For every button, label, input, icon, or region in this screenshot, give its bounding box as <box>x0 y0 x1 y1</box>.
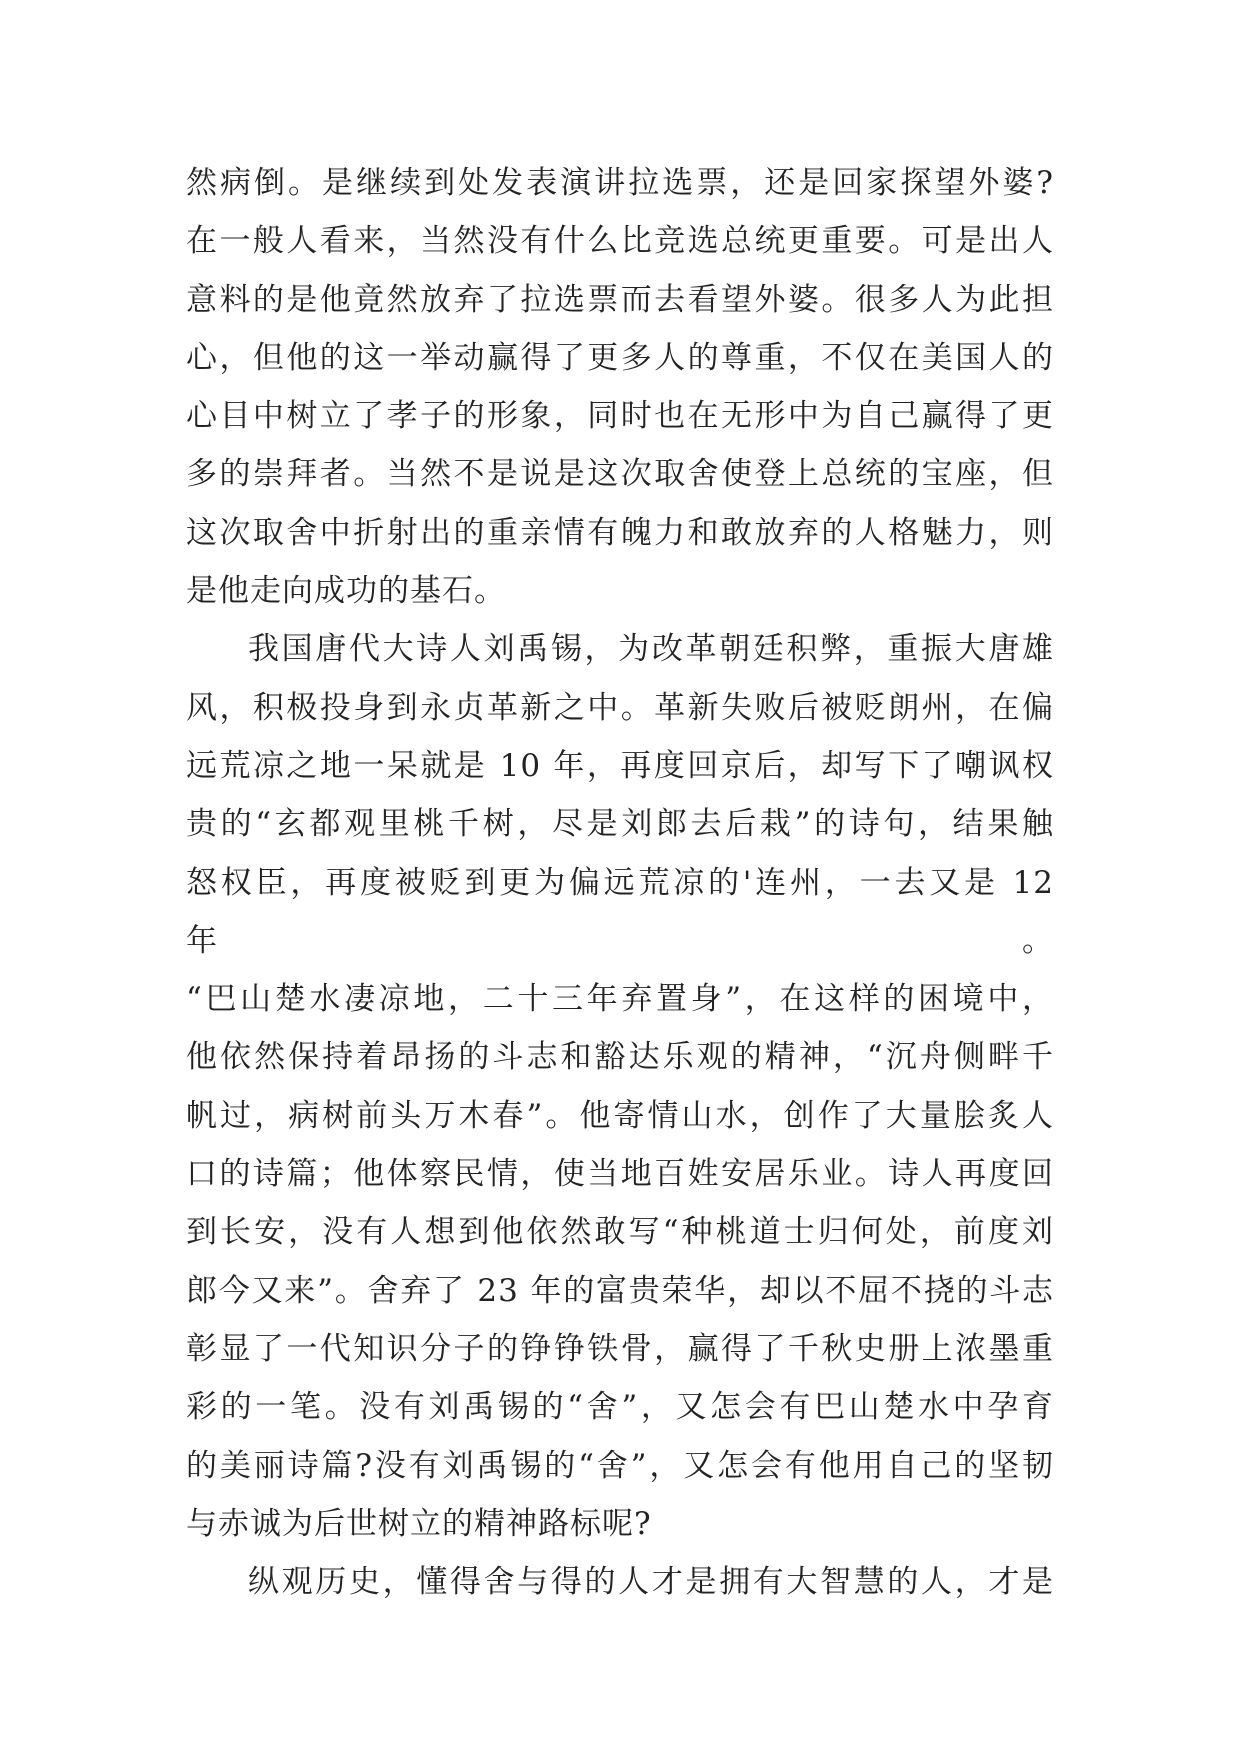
text-line: 怒权臣，再度被贬到更为偏远荒凉的'连州，一去又是 12 年。 <box>186 864 1054 959</box>
text-line: 帆过，病树前头万木春”。他寄情山水，创作了大量脍炙人 <box>186 1097 1054 1134</box>
text-line: “巴山楚水凄凉地，二十三年弃置身”，在这样的困境中， <box>186 981 1054 1018</box>
text-line: 风，积极投身到永贞革新之中。革新失败后被贬朗州，在偏 <box>186 689 1054 726</box>
text-line: 与赤诚为后世树立的精神路标呢? <box>186 1505 652 1542</box>
text-line: 然病倒。是继续到处发表演讲拉选票，还是回家探望外婆? <box>186 165 1054 201</box>
text-line: 这次取舍中折射出的重亲情有魄力和敢放弃的人格魅力，则 <box>186 514 1054 551</box>
text-line: 到长安，没有人想到他依然敢写“种桃道士归何处，前度刘 <box>186 1214 1054 1251</box>
text-line: 在一般人看来，当然没有什么比竞选总统更重要。可是出人 <box>186 223 1054 260</box>
text-line: 口的诗篇；他体察民情，使当地百姓安居乐业。诗人再度回 <box>186 1156 1054 1193</box>
text-line: 是他走向成功的基石。 <box>186 573 506 610</box>
text-line: 他依然保持着昂扬的斗志和豁达乐观的精神，“沉舟侧畔千 <box>186 1039 1054 1076</box>
text-line: 贵的“玄都观里桃千树，尽是刘郎去后栽”的诗句，结果触 <box>186 806 1054 843</box>
text-line: 的美丽诗篇?没有刘禹锡的“舍”，又怎会有他用自己的坚韧 <box>186 1447 1054 1484</box>
text-line: 心目中树立了孝子的形象，同时也在无形中为自己赢得了更 <box>186 398 1054 435</box>
essay-text-block <box>186 154 1054 1611</box>
text-line: 远荒凉之地一呆就是 10 年，再度回京后，却写下了嘲讽权 <box>186 747 1054 784</box>
text-line: 彩的一笔。没有刘禹锡的“舍”，又怎会有巴山楚水中孕育 <box>186 1389 1054 1426</box>
text-line: 我国唐代大诗人刘禹锡，为改革朝廷积弊，重振大唐雄 <box>248 631 1054 668</box>
text-line: 意料的是他竟然放弃了拉选票而去看望外婆。很多人为此担 <box>186 281 1054 318</box>
text-line: 纵观历史，懂得舍与得的人才是拥有大智慧的人，才是 <box>248 1564 1054 1601</box>
text-line: 郎今又来”。舍弃了 23 年的富贵荣华，却以不屈不挠的斗志 <box>186 1272 1054 1309</box>
text-line: 彰显了一代知识分子的铮铮铁骨，赢得了千秋史册上浓墨重 <box>186 1330 1054 1367</box>
text-line: 多的崇拜者。当然不是说是这次取舍使登上总统的宝座，但 <box>186 456 1054 493</box>
text-line: 心，但他的这一举动赢得了更多人的尊重，不仅在美国人的 <box>186 339 1054 376</box>
